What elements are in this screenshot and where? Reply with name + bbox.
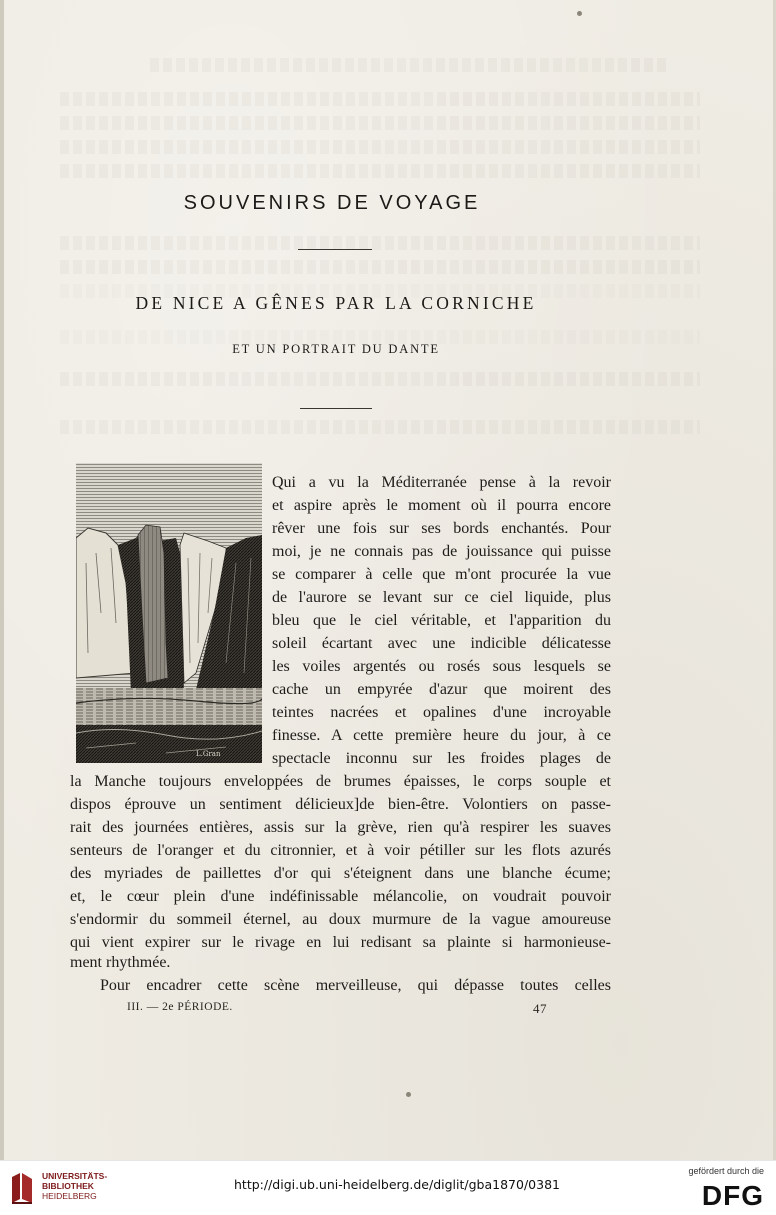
article-subsubtitle: ET UN PORTRAIT DU DANTE xyxy=(232,342,440,356)
show-through xyxy=(60,236,700,250)
page-footer xyxy=(127,1001,547,1016)
text-line: senteurs de l'oranger et du citronnier, et à voir pétiller sur les flots azurés xyxy=(70,842,611,859)
text-line: rait des journées entières, assis sur la grève, rien qu'à respirer les suaves xyxy=(70,819,611,836)
text-line: et aspire après le moment où il pourra encore xyxy=(272,497,611,514)
paper-speck xyxy=(577,11,582,16)
title-divider xyxy=(298,249,372,250)
show-through xyxy=(60,260,700,274)
text-line: Pour encadrer cette scène merveilleuse, qui dépasse toutes celles xyxy=(100,977,611,994)
text-line: et, le cœur plein d'une indéfinissable mélancolie, on voudrait pouvoir xyxy=(70,888,611,905)
show-through xyxy=(60,140,700,154)
show-through xyxy=(60,420,700,434)
text-line: de l'aurore se levant sur ce ciel liquide, plus xyxy=(272,589,611,606)
show-through xyxy=(60,116,700,130)
text-line: les voiles argentés ou rosés sous lesquels se xyxy=(272,658,611,675)
paper-speck xyxy=(406,1092,411,1097)
show-through xyxy=(60,92,700,106)
show-through xyxy=(60,372,700,386)
permalink-url[interactable]: http://digi.ub.uni-heidelberg.de/diglit/gba1870/0381 xyxy=(234,1177,560,1192)
cliff-illustration xyxy=(76,463,262,763)
text-line: cache un empyrée d'azur que moirent des xyxy=(272,681,611,698)
text-line: bleu que le ciel véritable, et l'apparition du xyxy=(272,612,611,629)
text-line: Qui a vu la Méditerranée pense à la revoir xyxy=(272,474,611,491)
page-edge xyxy=(0,0,4,1160)
university-library-name: UNIVERSITÄTS- BIBLIOTHEK HEIDELBERG xyxy=(42,1171,108,1201)
text-line: ment rhythmée. xyxy=(70,954,171,971)
text-line: se comparer à celle que m'ont procurée la vue xyxy=(272,566,611,583)
engraver-signature: L.Gran xyxy=(196,750,221,758)
show-through xyxy=(150,58,670,72)
university-library-logo-icon[interactable] xyxy=(8,1169,38,1207)
funding-label: gefördert durch die xyxy=(688,1166,764,1176)
text-line: spectacle inconnu sur les froides plages de xyxy=(272,750,611,767)
text-line: soleil écartant avec une indicible délicatesse xyxy=(272,635,611,652)
dfg-logo[interactable]: DFG xyxy=(701,1180,764,1211)
text-line: dispos éprouve un sentiment délicieux]de bien-être. Volontiers on passe- xyxy=(70,796,611,813)
viewer-footer-bar xyxy=(0,1160,776,1215)
text-line: la Manche toujours enveloppées de brumes épaisses, le corps souple et xyxy=(70,773,611,790)
text-line: moi, je ne connais pas de jouissance qui puisse xyxy=(272,543,611,560)
show-through xyxy=(60,164,700,178)
page-number: 47 xyxy=(533,1001,547,1016)
signature-mark: III. — 2e PÉRIODE. xyxy=(127,1001,233,1013)
text-line: des myriades de paillettes d'or qui s'éteignent dans une blanche écume; xyxy=(70,865,611,882)
text-line: finesse. A cette première heure du jour, à ce xyxy=(272,727,611,744)
page-title: SOUVENIRS DE VOYAGE xyxy=(183,192,481,214)
text-line: qui vient expirer sur le rivage en lui redisant sa plainte si harmonieuse- xyxy=(70,934,611,951)
text-line: s'endormir du sommeil éternel, au doux murmure de la vague amoureuse xyxy=(70,911,611,928)
subtitle-divider xyxy=(300,408,372,409)
text-line: rêver une fois sur ses bords enchantés. Pour xyxy=(272,520,611,537)
text-line: teintes nacrées et opalines d'une incroyable xyxy=(272,704,611,721)
article-subtitle: DE NICE A GÊNES PAR LA CORNICHE xyxy=(135,293,537,313)
cliff-engraving xyxy=(76,463,262,763)
